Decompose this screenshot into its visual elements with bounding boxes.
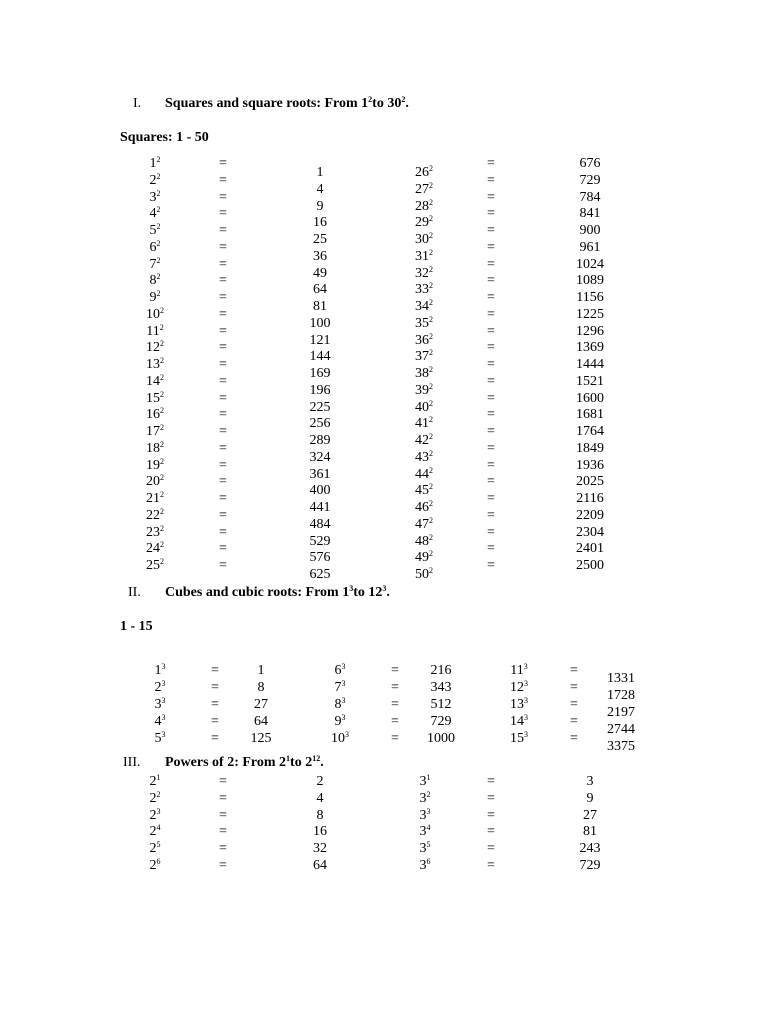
power-of-3-value: 243 bbox=[579, 841, 601, 856]
power-of-3-base: $3^3$ bbox=[419, 806, 431, 823]
square-base: $20^2$ bbox=[146, 473, 164, 490]
square-value: 64 bbox=[313, 282, 327, 298]
square-base: $48^2$ bbox=[415, 532, 433, 549]
equals-sign: = bbox=[391, 680, 399, 695]
power-of-3-base: $3^5$ bbox=[419, 840, 431, 856]
square-base: $42^2$ bbox=[415, 432, 433, 448]
square-value: 4 bbox=[316, 181, 324, 197]
cube-value: 512 bbox=[430, 697, 452, 712]
equals-sign: = bbox=[219, 474, 227, 490]
square-value: 1849 bbox=[576, 440, 604, 456]
square-base: $16^2$ bbox=[146, 406, 164, 423]
square-base: $26^2$ bbox=[415, 164, 433, 180]
power-of-3-value: 27 bbox=[583, 807, 597, 823]
section-3-title: Powers of 2: From $2^1to$ $2^{12}$. bbox=[165, 754, 324, 770]
equals-sign: = bbox=[487, 440, 495, 456]
square-base: $45^2$ bbox=[415, 482, 433, 499]
power-of-2-base: $2^5$ bbox=[149, 840, 161, 856]
square-base: $8^2$ bbox=[149, 272, 161, 289]
squares-label: Squares: 1 - 50 bbox=[120, 130, 209, 145]
square-value: 1156 bbox=[576, 290, 604, 305]
equals-sign: = bbox=[219, 790, 227, 806]
equals-sign: = bbox=[211, 714, 219, 729]
square-value: 1681 bbox=[576, 407, 604, 423]
cube-value: 1000 bbox=[427, 731, 455, 746]
power-of-3-value: 729 bbox=[579, 857, 601, 873]
square-value: 441 bbox=[309, 500, 331, 515]
cube-base: $6^3$ bbox=[334, 662, 346, 678]
square-base: $25^2$ bbox=[146, 557, 164, 573]
equals-sign: = bbox=[487, 340, 495, 356]
equals-sign: = bbox=[219, 807, 227, 823]
power-of-3-value: 3 bbox=[586, 774, 594, 789]
square-base: $15^2$ bbox=[146, 389, 164, 406]
square-base: $46^2$ bbox=[415, 499, 433, 515]
square-base: $28^2$ bbox=[415, 197, 433, 214]
square-value: 144 bbox=[309, 349, 331, 365]
equals-sign: = bbox=[219, 306, 227, 322]
equals-sign: = bbox=[391, 731, 399, 746]
square-value: 361 bbox=[309, 466, 331, 482]
equals-sign: = bbox=[219, 239, 227, 255]
cube-base: $7^3$ bbox=[334, 679, 346, 695]
square-value: 1444 bbox=[576, 357, 604, 372]
equals-sign: = bbox=[487, 424, 495, 439]
equals-sign: = bbox=[219, 323, 227, 339]
equals-sign: = bbox=[219, 424, 227, 439]
equals-sign: = bbox=[219, 558, 227, 573]
square-base: $37^2$ bbox=[415, 348, 433, 365]
square-value: 2025 bbox=[576, 474, 604, 490]
equals-sign: = bbox=[487, 457, 495, 473]
square-value: 324 bbox=[309, 449, 331, 465]
square-value: 1225 bbox=[576, 306, 604, 322]
equals-sign: = bbox=[487, 541, 495, 557]
cube-base: $9^3$ bbox=[334, 713, 346, 729]
square-value: 2209 bbox=[576, 507, 604, 523]
power-of-2-base: $2^2$ bbox=[149, 789, 161, 806]
equals-sign: = bbox=[487, 807, 495, 823]
square-value: 1369 bbox=[576, 340, 604, 356]
equals-sign: = bbox=[487, 273, 495, 289]
square-base: $27^2$ bbox=[415, 180, 433, 197]
power-of-2-value: 8 bbox=[316, 807, 324, 823]
square-base: $14^2$ bbox=[146, 372, 164, 389]
equals-sign: = bbox=[487, 156, 495, 171]
equals-sign: = bbox=[219, 507, 227, 523]
square-value: 1024 bbox=[576, 256, 604, 272]
cube-value: 2197 bbox=[607, 705, 635, 720]
square-base: $24^2$ bbox=[146, 540, 164, 557]
square-value: 2304 bbox=[576, 524, 604, 540]
square-value: 25 bbox=[313, 232, 327, 247]
equals-sign: = bbox=[487, 373, 495, 389]
cube-value: 343 bbox=[430, 680, 452, 695]
power-of-2-base: $2^4$ bbox=[149, 823, 161, 840]
equals-sign: = bbox=[219, 774, 227, 789]
square-base: $22^2$ bbox=[146, 506, 164, 523]
cubes-label: 1 - 15 bbox=[120, 619, 153, 634]
square-value: 121 bbox=[309, 332, 331, 348]
cube-value: 2744 bbox=[607, 722, 635, 737]
square-value: 2500 bbox=[576, 558, 604, 573]
square-value: 841 bbox=[579, 206, 601, 222]
cube-base: $14^3$ bbox=[510, 713, 528, 729]
power-of-2-value: 4 bbox=[316, 790, 324, 806]
square-value: 1089 bbox=[576, 273, 604, 289]
power-of-3-base: $3^1$ bbox=[419, 773, 431, 789]
power-of-2-value: 64 bbox=[313, 857, 327, 873]
equals-sign: = bbox=[219, 223, 227, 238]
equals-sign: = bbox=[487, 172, 495, 188]
equals-sign: = bbox=[391, 697, 399, 712]
section-1-numeral: I. bbox=[133, 96, 142, 111]
equals-sign: = bbox=[219, 407, 227, 423]
square-base: $10^2$ bbox=[146, 305, 164, 322]
cube-value: 1 bbox=[257, 663, 265, 678]
square-base: $13^2$ bbox=[146, 356, 164, 372]
square-base: $21^2$ bbox=[146, 490, 164, 506]
equals-sign: = bbox=[570, 663, 578, 678]
square-value: 1 bbox=[316, 165, 324, 180]
cube-value: 125 bbox=[250, 731, 272, 746]
square-base: $39^2$ bbox=[415, 381, 433, 398]
square-base: $9^2$ bbox=[149, 289, 161, 305]
equals-sign: = bbox=[219, 172, 227, 188]
equals-sign: = bbox=[211, 663, 219, 678]
square-base: $5^2$ bbox=[149, 222, 161, 238]
power-of-3-base: $3^2$ bbox=[419, 789, 431, 806]
square-base: $6^2$ bbox=[149, 238, 161, 255]
equals-sign: = bbox=[219, 541, 227, 557]
equals-sign: = bbox=[219, 373, 227, 389]
cube-value: 8 bbox=[257, 680, 265, 695]
equals-sign: = bbox=[487, 857, 495, 873]
square-value: 529 bbox=[309, 533, 331, 549]
equals-sign: = bbox=[570, 697, 578, 712]
square-value: 625 bbox=[309, 567, 331, 582]
cube-value: 1728 bbox=[607, 688, 635, 703]
square-base: $40^2$ bbox=[415, 398, 433, 415]
equals-sign: = bbox=[219, 857, 227, 873]
equals-sign: = bbox=[487, 558, 495, 573]
square-base: $49^2$ bbox=[415, 549, 433, 566]
square-base: $19^2$ bbox=[146, 456, 164, 473]
square-value: 196 bbox=[309, 382, 331, 398]
square-value: 2401 bbox=[576, 541, 604, 557]
equals-sign: = bbox=[211, 680, 219, 695]
equals-sign: = bbox=[487, 206, 495, 222]
equals-sign: = bbox=[219, 440, 227, 456]
square-base: $30^2$ bbox=[415, 231, 433, 247]
square-value: 484 bbox=[309, 516, 331, 532]
equals-sign: = bbox=[487, 524, 495, 540]
square-value: 900 bbox=[579, 223, 601, 238]
square-base: $18^2$ bbox=[146, 439, 164, 456]
power-of-3-base: $3^4$ bbox=[419, 823, 431, 840]
power-of-2-base: $2^1$ bbox=[149, 773, 161, 789]
square-base: $47^2$ bbox=[415, 515, 433, 532]
equals-sign: = bbox=[570, 731, 578, 746]
square-value: 256 bbox=[309, 416, 331, 432]
square-value: 676 bbox=[579, 156, 601, 171]
power-of-2-value: 32 bbox=[313, 841, 327, 856]
equals-sign: = bbox=[219, 491, 227, 506]
cube-value: 729 bbox=[430, 714, 452, 729]
equals-sign: = bbox=[487, 507, 495, 523]
equals-sign: = bbox=[570, 680, 578, 695]
cube-base: $10^3$ bbox=[331, 730, 349, 746]
square-base: $32^2$ bbox=[415, 264, 433, 281]
cube-value: 216 bbox=[430, 663, 452, 678]
cube-value: 27 bbox=[254, 697, 268, 712]
square-value: 576 bbox=[309, 550, 331, 566]
cube-base: $4^3$ bbox=[154, 713, 166, 729]
cube-base: $8^3$ bbox=[334, 696, 346, 712]
equals-sign: = bbox=[487, 474, 495, 490]
equals-sign: = bbox=[219, 390, 227, 406]
equals-sign: = bbox=[219, 273, 227, 289]
square-value: 729 bbox=[579, 172, 601, 188]
square-base: $43^2$ bbox=[415, 448, 433, 465]
square-base: $2^2$ bbox=[149, 171, 161, 188]
equals-sign: = bbox=[487, 491, 495, 506]
equals-sign: = bbox=[219, 524, 227, 540]
square-base: $41^2$ bbox=[415, 415, 433, 432]
cube-base: $11^3$ bbox=[510, 662, 528, 678]
square-base: $23^2$ bbox=[146, 523, 164, 540]
equals-sign: = bbox=[487, 323, 495, 339]
cube-base: $3^3$ bbox=[154, 696, 166, 712]
square-base: $44^2$ bbox=[415, 465, 433, 482]
equals-sign: = bbox=[487, 774, 495, 789]
equals-sign: = bbox=[487, 239, 495, 255]
square-base: $1^2$ bbox=[149, 155, 161, 171]
square-value: 16 bbox=[313, 215, 327, 231]
equals-sign: = bbox=[219, 206, 227, 222]
equals-sign: = bbox=[487, 390, 495, 406]
square-value: 784 bbox=[579, 189, 601, 205]
square-value: 1936 bbox=[576, 457, 604, 473]
square-base: $12^2$ bbox=[146, 339, 164, 356]
cube-base: $1^3$ bbox=[154, 662, 166, 678]
square-value: 36 bbox=[313, 248, 327, 264]
equals-sign: = bbox=[487, 256, 495, 272]
equals-sign: = bbox=[219, 156, 227, 171]
equals-sign: = bbox=[211, 731, 219, 746]
equals-sign: = bbox=[219, 841, 227, 856]
equals-sign: = bbox=[219, 357, 227, 372]
square-value: 9 bbox=[316, 198, 324, 214]
cube-base: $2^3$ bbox=[154, 679, 166, 695]
equals-sign: = bbox=[487, 223, 495, 238]
square-base: $31^2$ bbox=[415, 247, 433, 264]
square-value: 289 bbox=[309, 433, 331, 448]
square-base: $3^2$ bbox=[149, 188, 161, 205]
equals-sign: = bbox=[570, 714, 578, 729]
square-value: 169 bbox=[309, 366, 331, 381]
section-2-title: Cubes and cubic roots: From $1^3to$ $12^3$. bbox=[165, 584, 390, 600]
equals-sign: = bbox=[391, 714, 399, 729]
power-of-3-value: 9 bbox=[586, 790, 594, 806]
equals-sign: = bbox=[391, 663, 399, 678]
equals-sign: = bbox=[219, 290, 227, 305]
square-base: $50^2$ bbox=[415, 566, 433, 582]
square-value: 2116 bbox=[576, 491, 604, 506]
power-of-2-base: $2^3$ bbox=[149, 806, 161, 823]
square-base: $7^2$ bbox=[149, 255, 161, 272]
cube-base: $12^3$ bbox=[510, 679, 528, 695]
square-value: 1764 bbox=[576, 424, 604, 439]
equals-sign: = bbox=[219, 256, 227, 272]
equals-sign: = bbox=[487, 841, 495, 856]
square-value: 100 bbox=[309, 315, 331, 331]
equals-sign: = bbox=[219, 457, 227, 473]
square-value: 49 bbox=[313, 265, 327, 281]
section-1-title: Squares and square roots: From $1^2to$ $30^2$. bbox=[165, 95, 409, 111]
square-base: $38^2$ bbox=[415, 365, 433, 381]
power-of-2-value: 2 bbox=[316, 774, 324, 789]
power-of-2-value: 16 bbox=[313, 824, 327, 840]
power-of-2-base: $2^6$ bbox=[149, 856, 161, 873]
square-value: 81 bbox=[313, 299, 327, 314]
square-base: $35^2$ bbox=[415, 314, 433, 331]
power-of-3-base: $3^6$ bbox=[419, 856, 431, 873]
square-value: 961 bbox=[579, 239, 601, 255]
square-value: 400 bbox=[309, 483, 331, 499]
square-base: $29^2$ bbox=[415, 214, 433, 231]
cube-value: 1331 bbox=[607, 671, 635, 686]
square-base: $4^2$ bbox=[149, 205, 161, 222]
equals-sign: = bbox=[487, 824, 495, 840]
cube-value: 64 bbox=[254, 714, 268, 729]
square-base: $11^2$ bbox=[146, 322, 164, 339]
section-2-numeral: II. bbox=[128, 585, 141, 600]
square-value: 1521 bbox=[576, 373, 604, 389]
square-value: 1600 bbox=[576, 390, 604, 406]
equals-sign: = bbox=[487, 306, 495, 322]
equals-sign: = bbox=[219, 340, 227, 356]
equals-sign: = bbox=[219, 824, 227, 840]
equals-sign: = bbox=[211, 697, 219, 712]
equals-sign: = bbox=[487, 790, 495, 806]
cube-value: 3375 bbox=[607, 739, 635, 754]
equals-sign: = bbox=[487, 290, 495, 305]
square-base: $36^2$ bbox=[415, 331, 433, 348]
equals-sign: = bbox=[487, 357, 495, 372]
cube-base: $5^3$ bbox=[154, 730, 166, 746]
cube-base: $15^3$ bbox=[510, 730, 528, 746]
equals-sign: = bbox=[487, 189, 495, 205]
square-base: $33^2$ bbox=[415, 281, 433, 298]
power-of-3-value: 81 bbox=[583, 824, 597, 840]
section-3-numeral: III. bbox=[123, 755, 141, 770]
square-base: $34^2$ bbox=[415, 298, 433, 314]
equals-sign: = bbox=[219, 189, 227, 205]
square-value: 225 bbox=[309, 399, 331, 415]
square-base: $17^2$ bbox=[146, 423, 164, 439]
cube-base: $13^3$ bbox=[510, 696, 528, 712]
equals-sign: = bbox=[487, 407, 495, 423]
square-value: 1296 bbox=[576, 323, 604, 339]
